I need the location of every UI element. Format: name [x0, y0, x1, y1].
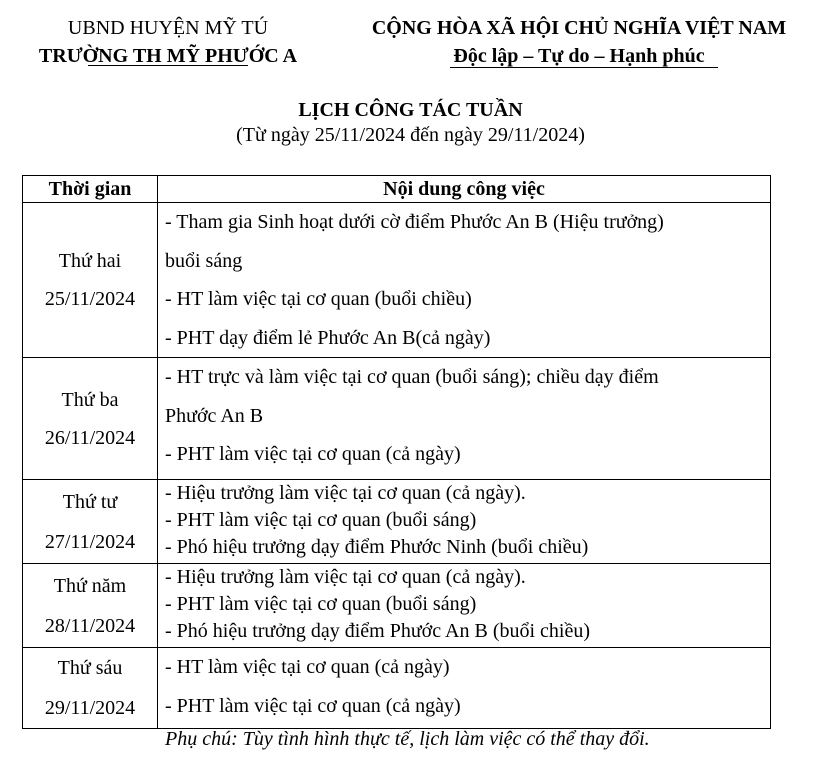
- task-line: - PHT làm việc tại cơ quan (buổi sáng): [165, 593, 477, 615]
- day-date: 26/11/2024: [44, 426, 136, 449]
- agency-header: [18, 14, 318, 70]
- task-line: - HT làm việc tại cơ quan (cả ngày): [165, 656, 450, 678]
- column-header-content: Nội dung công việc: [158, 176, 771, 203]
- day-name: Thứ hai: [58, 250, 122, 272]
- table-row: [23, 480, 771, 564]
- day-name: Thứ sáu: [57, 657, 123, 679]
- task-line: Phước An B: [165, 404, 264, 427]
- footnote: Phụ chú: Tùy tình hình thực tế, lịch làm việc có thể thay đổi.: [165, 728, 650, 750]
- day-cell: [23, 480, 158, 564]
- country-name: CỘNG HÒA XÃ HỘI CHỦ NGHĨA VIỆT NAM: [371, 17, 787, 39]
- title-block: [0, 98, 821, 148]
- task-line: - Phó hiệu trưởng dạy điểm Phước Ninh (buổi chiều): [165, 536, 589, 558]
- day-date: 29/11/2024: [44, 697, 136, 719]
- task-line: - HT trực và làm việc tại cơ quan (buổi sáng); chiều dạy điểm: [165, 366, 659, 388]
- task-line: - Phó hiệu trưởng dạy điểm Phước An B (buổi chiều): [165, 620, 590, 642]
- content-cell: [158, 564, 771, 648]
- task-line: - Hiệu trưởng làm việc tại cơ quan (cả ngày).: [165, 566, 526, 588]
- content-cell: [158, 358, 771, 480]
- task-line: - HT làm việc tại cơ quan (buổi chiều): [165, 288, 472, 310]
- motto-underline: [450, 67, 718, 68]
- document-title: LỊCH CÔNG TÁC TUẦN: [298, 99, 523, 121]
- day-name: Thứ tư: [62, 490, 118, 513]
- task-line: - Tham gia Sinh hoạt dưới cờ điểm Phước An B (Hiệu trưởng): [165, 211, 664, 233]
- table-row: [23, 564, 771, 648]
- content-cell: [158, 648, 771, 729]
- school-name: TRƯỜNG TH MỸ PHƯỚC A: [38, 45, 298, 67]
- task-line: - PHT làm việc tại cơ quan (cả ngày): [165, 443, 461, 465]
- school-name-underline: [88, 65, 248, 66]
- day-date: 27/11/2024: [44, 530, 136, 553]
- day-cell: [23, 564, 158, 648]
- day-date: 25/11/2024: [44, 288, 136, 310]
- task-line: - PHT làm việc tại cơ quan (cả ngày): [165, 695, 461, 717]
- day-date: 28/11/2024: [44, 614, 136, 637]
- day-cell: [23, 203, 158, 358]
- day-cell: [23, 358, 158, 480]
- national-motto: Độc lập – Tự do – Hạnh phúc: [453, 45, 705, 67]
- table-header-row: [23, 176, 771, 203]
- task-line: - Hiệu trưởng làm việc tại cơ quan (cả ngày).: [165, 482, 526, 504]
- column-header-time: Thời gian: [23, 176, 158, 203]
- schedule-table: [22, 175, 771, 729]
- district-name: UBND HUYỆN MỸ TÚ: [67, 17, 269, 39]
- task-line: buổi sáng: [165, 249, 243, 272]
- date-range: (Từ ngày 25/11/2024 đến ngày 29/11/2024): [236, 124, 585, 146]
- table-row: [23, 203, 771, 358]
- table-row: [23, 648, 771, 729]
- content-cell: [158, 203, 771, 358]
- day-cell: [23, 648, 158, 729]
- content-cell: [158, 480, 771, 564]
- task-line: - PHT dạy điểm lẻ Phước An B(cả ngày): [165, 326, 491, 349]
- national-header: [340, 14, 818, 70]
- table-row: [23, 358, 771, 480]
- day-name: Thứ năm: [53, 574, 127, 597]
- task-line: - PHT làm việc tại cơ quan (buổi sáng): [165, 509, 477, 531]
- day-name: Thứ ba: [61, 388, 119, 411]
